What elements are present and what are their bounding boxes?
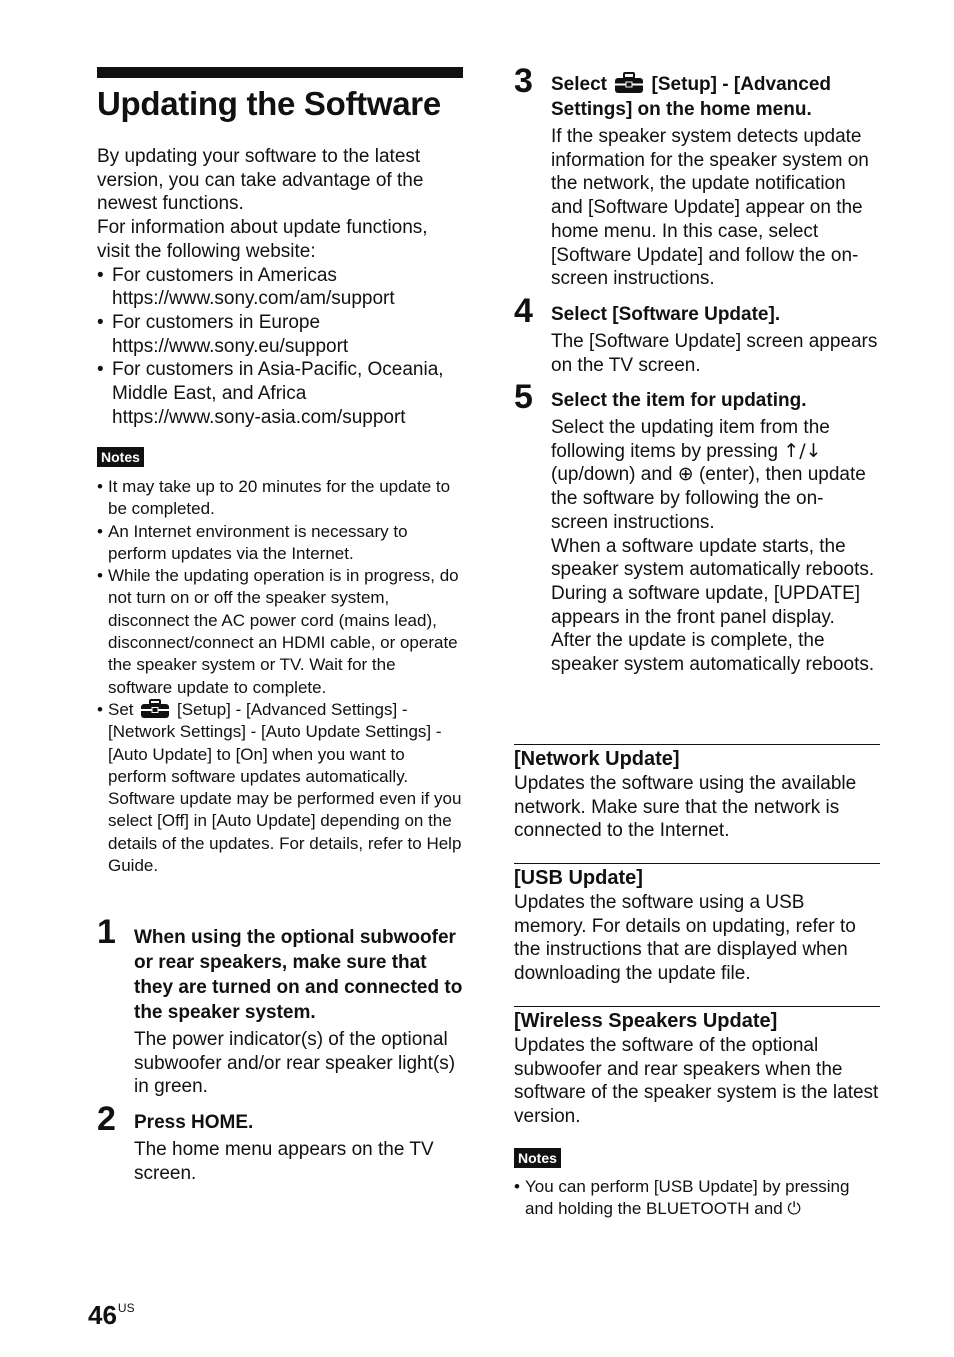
region-url[interactable]: https://www.sony-asia.com/support — [112, 406, 406, 428]
step-body: The home menu appears on the TV screen. — [134, 1139, 434, 1184]
note-text-post: [Setup] - [Advanced Settings] - [Network Settings] - [Auto Update Settings] - [Auto Update] to [On] when you want to perform software updates automatically. Software update may be performed even if you select [Off] in [Auto Update] depending on the details of the updates. For details, refer to Help Guide. — [108, 699, 462, 876]
step-number: 5 — [514, 378, 533, 416]
notes-block-2 — [514, 1148, 880, 1221]
note-text: You can perform [USB Update] by pressing and holding the BLUETOOTH and — [525, 1177, 850, 1219]
region-item-europe — [97, 311, 463, 358]
note-item-auto-update — [97, 699, 463, 877]
step-body-text: (up/down) and — [551, 464, 673, 486]
toolbox-setup-icon — [614, 72, 644, 94]
step-heading: When using the optional subwoofer or rear speakers, make sure that they are turned on and connected to the speaker system. — [134, 927, 463, 1023]
section-body: Updates the software of the optional subwoofer and rear speakers when the software of the speaker system is the latest version. — [514, 1035, 879, 1128]
section-rule — [514, 1006, 880, 1007]
section-body: Updates the software using a USB memory. For details on updating, refer to the instructions that are displayed when downloading the update file. — [514, 892, 856, 985]
step-heading: Select [Software Update]. — [551, 304, 781, 325]
notes-label: Notes — [97, 447, 144, 467]
region-list — [97, 264, 463, 430]
page-number-value: 46 — [88, 1300, 117, 1330]
page-title: Updating the Software — [97, 85, 441, 122]
region-item-americas — [97, 264, 463, 311]
section-body: Updates the software using the available network. Make sure that the network is connected to the Internet. — [514, 773, 857, 842]
title-rule — [97, 67, 463, 78]
section-title: [Wireless Speakers Update] — [514, 1010, 778, 1032]
step-3 — [514, 64, 880, 291]
step-body-text: During a software update, [UPDATE] appears in the front panel display. — [551, 582, 861, 628]
page-number — [88, 1293, 135, 1330]
step-1 — [97, 915, 463, 1099]
region-label: For customers in Europe — [112, 311, 321, 333]
step-5 — [514, 380, 880, 677]
notes-block — [97, 447, 463, 877]
page-number-suffix: US — [117, 1301, 135, 1315]
step-body-text: When a software update starts, the speaker system automatically reboots. — [551, 535, 875, 581]
region-label: For customers in Asia-Pacific, Oceania, Middle East, and Africa — [112, 359, 444, 405]
note-item: • It may take up to 20 minutes for the update to be completed. — [97, 476, 463, 521]
power-icon: ⏻ — [787, 1199, 801, 1220]
notes-list — [97, 476, 463, 877]
step-2 — [97, 1102, 463, 1185]
section-network-update — [514, 746, 880, 843]
step-heading: Press HOME. — [134, 1112, 254, 1133]
toolbox-setup-icon — [140, 699, 170, 719]
intro-paragraph-2: For information about update functions, visit the following website: — [97, 217, 428, 262]
section-rule — [514, 744, 880, 745]
step-heading-pre: Select — [551, 74, 607, 95]
step-number: 2 — [97, 1100, 116, 1138]
note-item: • An Internet environment is necessary to perform updates via the Internet. — [97, 521, 463, 566]
up-down-arrow-icon: ↑/↓ — [783, 439, 822, 462]
step-body-text: Select the updating item from the following items by pressing — [551, 417, 830, 462]
step-body-text: (enter), then update the software by following the on-screen instructions. — [551, 464, 866, 533]
section-usb-update — [514, 865, 880, 986]
step-body-text: After the update is complete, the speaker system automatically reboots. — [551, 630, 875, 676]
intro-paragraph-1: By updating your software to the latest version, you can take advantage of the newest functions. — [97, 146, 424, 215]
notes-list — [514, 1176, 880, 1221]
step-heading: Select the item for updating. — [551, 390, 807, 411]
note-text-pre: Set — [108, 699, 134, 719]
note-item — [514, 1176, 880, 1221]
intro-block — [97, 145, 463, 429]
section-wireless-speakers-update — [514, 1008, 880, 1129]
step-body — [551, 416, 880, 677]
step-body: If the speaker system detects update information for the speaker system on the network, the update notification and [Software Update] appear on the home menu. In this case, select [Software Update] and follow the on-screen instructions. — [551, 126, 869, 290]
step-number: 3 — [514, 62, 533, 100]
step-number: 4 — [514, 292, 533, 330]
region-url[interactable]: https://www.sony.eu/support — [112, 335, 349, 357]
region-label: For customers in Americas — [112, 264, 337, 286]
enter-circle-icon: ⊕ — [677, 463, 694, 486]
notes-label: Notes — [514, 1148, 561, 1168]
step-4 — [514, 294, 880, 377]
step-body: The power indicator(s) of the optional subwoofer and/or rear speaker light(s) in green. — [134, 1029, 456, 1098]
section-title: [Network Update] — [514, 748, 680, 770]
region-item-asia-pacific — [97, 358, 463, 429]
step-number: 1 — [97, 913, 116, 951]
region-url[interactable]: https://www.sony.com/am/support — [112, 288, 395, 310]
step-heading — [551, 72, 880, 122]
section-title: [USB Update] — [514, 867, 643, 889]
step-heading-post: [Setup] - [Advanced Settings] on the home menu. — [551, 74, 831, 120]
section-rule — [514, 863, 880, 864]
note-item: • While the updating operation is in progress, do not turn on or off the speaker system, disconnect the AC power cord (mains lead), disconnect/connect an HDMI cable, or operate the speaker system or TV. Wait for the software update to complete. — [97, 565, 463, 699]
step-body: The [Software Update] screen appears on the TV screen. — [551, 331, 878, 376]
